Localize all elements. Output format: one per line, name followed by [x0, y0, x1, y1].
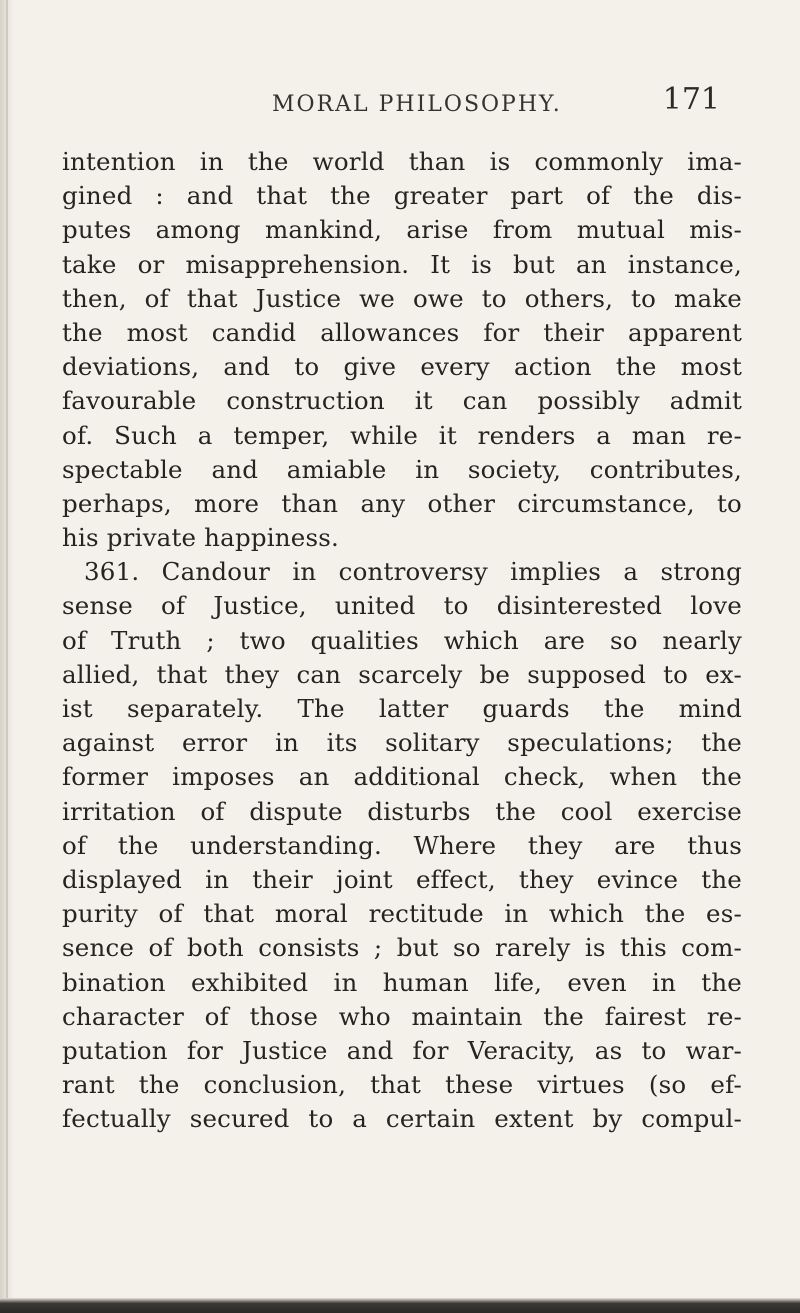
text-line: fectually secured to a certain extent by compul- — [62, 1104, 742, 1134]
text-line: gined : and that the greater part of the dis- — [62, 181, 742, 211]
text-line: deviations, and to give every action the most — [62, 352, 742, 382]
text-line: rant the conclusion, that these virtues (so ef- — [62, 1070, 742, 1100]
paragraph-last-line: his private happiness. — [62, 523, 339, 553]
text-line: putation for Justice and for Veracity, as to war- — [62, 1035, 742, 1065]
text-line: of Truth ; two qualities which are so nearly — [62, 625, 742, 655]
text-line: ist separately. The latter guards the mind — [62, 694, 742, 723]
text-line: sence of both consists ; but so rarely is this com- — [62, 933, 742, 963]
text-line: against error in its solitary speculations; the — [62, 728, 742, 758]
text-line: purity of that moral rectitude in which the es- — [62, 899, 742, 929]
text-line: favourable construction it can possibly admit — [62, 386, 742, 416]
text-line: then, of that Justice we owe to others, to make — [62, 283, 742, 313]
text-line: displayed in their joint effect, they evince the — [62, 864, 742, 894]
text-line: of the understanding. Where they are thus — [62, 830, 742, 860]
text-line: sense of Justice, united to disinterested love — [62, 591, 742, 621]
section-361-first-line: 361. Candour in controversy implies a strong — [84, 557, 742, 587]
page-number: 171 — [662, 82, 720, 117]
running-header — [62, 82, 730, 122]
page-edge-line — [6, 0, 8, 1300]
body-text — [62, 145, 742, 1136]
text-line: spectable and amiable in society, contributes, — [62, 454, 742, 484]
text-line: former imposes an additional check, when the — [62, 762, 742, 792]
text-line: putes among mankind, arise from mutual mis- — [62, 215, 742, 245]
running-title: MORAL PHILOSOPHY. — [272, 92, 562, 117]
text-line: of. Such a temper, while it renders a man re- — [62, 420, 742, 450]
text-line: character of those who maintain the fairest re- — [62, 1001, 742, 1031]
text-line: bination exhibited in human life, even in the — [62, 967, 742, 997]
text-line: take or misapprehension. It is but an instance, — [62, 249, 742, 279]
text-line: the most candid allowances for their apparent — [62, 317, 742, 347]
text-line: intention in the world than is commonly ima- — [62, 147, 742, 176]
text-line: irritation of dispute disturbs the cool exercise — [62, 796, 742, 826]
page-bottom-edge — [0, 1298, 800, 1313]
text-line: allied, that they can scarcely be supposed to ex- — [62, 659, 742, 689]
text-line: perhaps, more than any other circumstance, to — [62, 488, 742, 518]
